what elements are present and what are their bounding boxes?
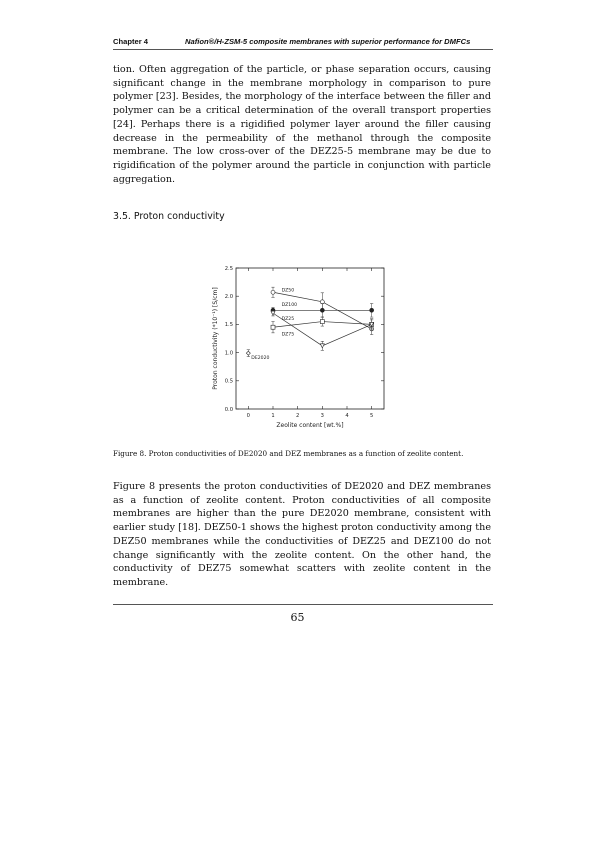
chart-series <box>246 287 373 361</box>
proton-conductivity-chart <box>203 256 433 436</box>
x-tick-label: 2 <box>296 413 300 419</box>
x-tick-label: 5 <box>370 413 374 419</box>
chapter-title: Nafion®/H-ZSM-5 composite membranes with superior performance for DMFCs <box>185 37 471 46</box>
figure-caption: Figure 8. Proton conductivities of DE2020 and DEZ membranes as a function of zeolite content. <box>113 449 464 458</box>
plot-frame <box>236 268 384 409</box>
x-tick-label: 1 <box>271 413 275 419</box>
x-axis-label: Zeolite content [wt.%] <box>276 422 344 429</box>
x-tick-label: 3 <box>320 413 324 419</box>
y-axis-label: Proton conductivity (*10⁻¹) [S/cm] <box>212 287 219 390</box>
y-tick-label: 0.0 <box>224 406 233 413</box>
data-point-dz50 <box>320 300 324 304</box>
y-tick-label: 0.5 <box>224 378 233 385</box>
series-label: DZ100 <box>281 302 298 308</box>
series-label: DZ25 <box>281 316 295 322</box>
data-point-dz100 <box>320 308 324 312</box>
data-point-dz25 <box>320 320 324 324</box>
body-paragraph-2: Figure 8 presents the proton conductivities of DE2020 and DEZ membranes as a function of zeolite content. Proton conductivities of all composite membranes are higher than the pure DE2020 membrane, consistent with earlier study [18]. DEZ50-1 shows the highest proton conductivity among the DEZ50 membranes while the conductivities of DEZ25 and DEZ100 do not change significantly with the zeolite content. On the other hand, the conductivity of DEZ75 somewhat scatters with zeolite content in the membrane. <box>113 481 491 588</box>
data-point-dz100 <box>370 308 374 312</box>
chart-axes <box>225 266 384 419</box>
page-number: 65 <box>290 611 305 624</box>
header-rule <box>113 49 493 50</box>
chapter-label: Chapter 4 <box>113 37 149 46</box>
body-paragraph-1: tion. Often aggregation of the particle, or phase separation occurs, causing significant change in the membrane morphology in comparison to pure polymer [23]. Besides, the morphology of the interface between the filler and polymer can be a critical determination of the overall transport properties [24]. Perhaps there is a rigidified polymer layer around the filler causing decrease in the permeability of the methanol through the composite membrane. The low cross-over of the DEZ25-5 membrane may be due to rigidification of the polymer around the particle in conjunction with particle aggregation. <box>113 64 491 185</box>
section-heading: 3.5. Proton conductivity <box>113 211 225 222</box>
footer-rule <box>113 604 493 605</box>
data-point-dz50 <box>271 290 275 294</box>
x-tick-label: 0 <box>246 413 250 419</box>
y-tick-label: 1.5 <box>224 322 233 329</box>
y-tick-label: 1.0 <box>224 350 233 357</box>
series-label: DZ50 <box>281 288 295 294</box>
data-point-dz75 <box>320 344 324 348</box>
data-point-de2020 <box>246 351 250 355</box>
series-label: DE2020 <box>251 355 270 361</box>
y-tick-label: 2.0 <box>224 294 233 300</box>
x-tick-label: 4 <box>345 413 349 419</box>
series-label: DZ75 <box>281 332 295 338</box>
y-tick-label: 2.5 <box>224 265 233 272</box>
data-point-dz25 <box>271 325 275 329</box>
